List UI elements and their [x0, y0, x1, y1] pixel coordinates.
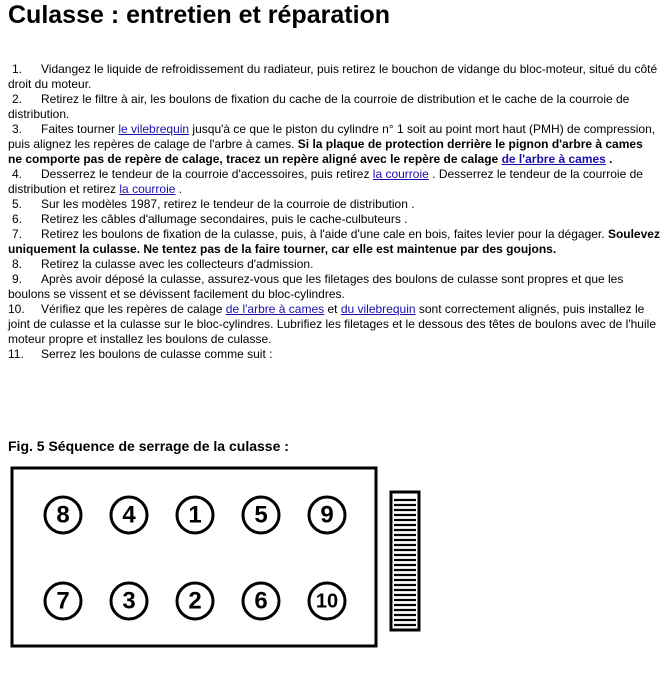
step-link[interactable]: de l'arbre à cames	[225, 302, 325, 316]
step-number: 8.	[12, 257, 23, 271]
step-text: Vidangez le liquide de refroidissement du radiateur, puis retirez le bouchon de vidange du bloc-moteur, situé du côté droit du moteur.	[8, 62, 658, 91]
bolt-number: 9	[320, 501, 334, 529]
step-11	[8, 347, 660, 362]
step-text: Retirez la culasse avec les collecteurs d'admission.	[41, 257, 314, 271]
bolt-number: 6	[254, 587, 268, 615]
step-number: 7.	[12, 227, 23, 241]
step-text: Retirez les câbles d'allumage secondaires, puis le cache-culbuteurs .	[41, 212, 408, 226]
camshaft-pulley	[391, 492, 419, 630]
step-number: 11.	[8, 347, 24, 361]
cylinder-head-diagram	[8, 464, 428, 650]
bolt-10	[309, 583, 345, 619]
bolt-9	[309, 497, 345, 533]
step-text: Si la plaque de protection derrière le pignon d'arbre à cames ne comporte pas de repère de calage, tracez un repère aligné avec le repère de calage	[8, 137, 643, 166]
step-1	[8, 62, 660, 92]
step-text: Après avoir déposé la culasse, assurez-vous que les filetages des boulons de culasse sont propres et que les boulons se vissent et se dévissent facilement du bloc-cylindres.	[8, 272, 624, 301]
step-6	[8, 212, 660, 227]
bolt-number: 3	[122, 587, 136, 615]
step-2	[8, 92, 660, 122]
step-link[interactable]: la courroie	[372, 167, 429, 181]
bolt-number: 1	[188, 501, 202, 529]
procedure-steps	[8, 62, 660, 362]
step-text: Sur les modèles 1987, retirez le tendeur de la courroie de distribution .	[41, 197, 415, 211]
step-3	[8, 122, 660, 167]
step-text: Serrez les boulons de culasse comme suit :	[41, 347, 273, 361]
bolt-number: 8	[56, 501, 70, 529]
bolt-2	[177, 583, 213, 619]
bolt-6	[243, 583, 279, 619]
bolt-number: 7	[56, 587, 70, 615]
bolt-number: 5	[254, 501, 268, 529]
step-number: 10.	[8, 302, 25, 316]
step-link[interactable]: le vilebrequin	[118, 122, 190, 136]
step-text: Vérifiez que les repères de calage	[41, 302, 226, 316]
page-title: Culasse : entretien et réparation	[8, 1, 391, 29]
step-number: 3.	[12, 122, 23, 136]
step-text: .	[605, 152, 613, 166]
bolt-5	[243, 497, 279, 533]
step-text: Retirez les boulons de fixation de la culasse, puis, à l'aide d'une cale en bois, faites levier pour la dégager.	[41, 227, 608, 241]
step-5	[8, 197, 660, 212]
bolt-7	[45, 583, 81, 619]
step-7	[8, 227, 660, 257]
bolt-1	[177, 497, 213, 533]
step-4	[8, 167, 660, 197]
bolt-8	[45, 497, 81, 533]
step-number: 4.	[12, 167, 23, 181]
step-number: 2.	[12, 92, 23, 106]
step-text: .	[175, 182, 183, 196]
bolt-3	[111, 583, 147, 619]
step-9	[8, 272, 660, 302]
bolt-number: 4	[122, 501, 136, 529]
step-number: 9.	[12, 272, 23, 286]
step-link[interactable]: de l'arbre à cames	[501, 152, 606, 166]
step-number: 1.	[12, 62, 23, 76]
bolt-number: 2	[188, 587, 202, 615]
step-text: Faites tourner	[41, 122, 119, 136]
step-text: jusqu'à ce que le piston du cylindre n° 1 soit au point mort haut (PMH) de compression, puis alignez les repères de calage de l'arbre à cames.	[8, 122, 656, 151]
step-text: sont correctement alignés, puis installez le joint de culasse et la culasse sur le bloc-cylindres. Lubrifiez les filetages et le dessous des têtes de boulons avec de l'huile moteur propre et installez les boulons de culasse.	[8, 302, 656, 346]
step-number: 6.	[12, 212, 23, 226]
step-text: Retirez le filtre à air, les boulons de fixation du cache de la courroie de distribution et le cache de la courroie de distribution.	[8, 92, 630, 121]
step-link[interactable]: du vilebrequin	[340, 302, 416, 316]
step-text: Soulevez uniquement la culasse. Ne tentez pas de la faire tourner, car elle est maintenue par des goujons.	[8, 227, 660, 256]
figure-caption: Fig. 5 Séquence de serrage de la culasse :	[8, 438, 289, 454]
bolt-4	[111, 497, 147, 533]
step-text: Desserrez le tendeur de la courroie d'accessoires, puis retirez	[41, 167, 373, 181]
step-link[interactable]: la courroie	[119, 182, 176, 196]
bolt-number: 10	[315, 590, 339, 613]
step-text: . Desserrez le tendeur de la courroie de distribution et retirez	[8, 167, 643, 196]
step-10	[8, 302, 660, 347]
step-text: et	[324, 302, 341, 316]
step-8	[8, 257, 660, 272]
step-number: 5.	[12, 197, 23, 211]
